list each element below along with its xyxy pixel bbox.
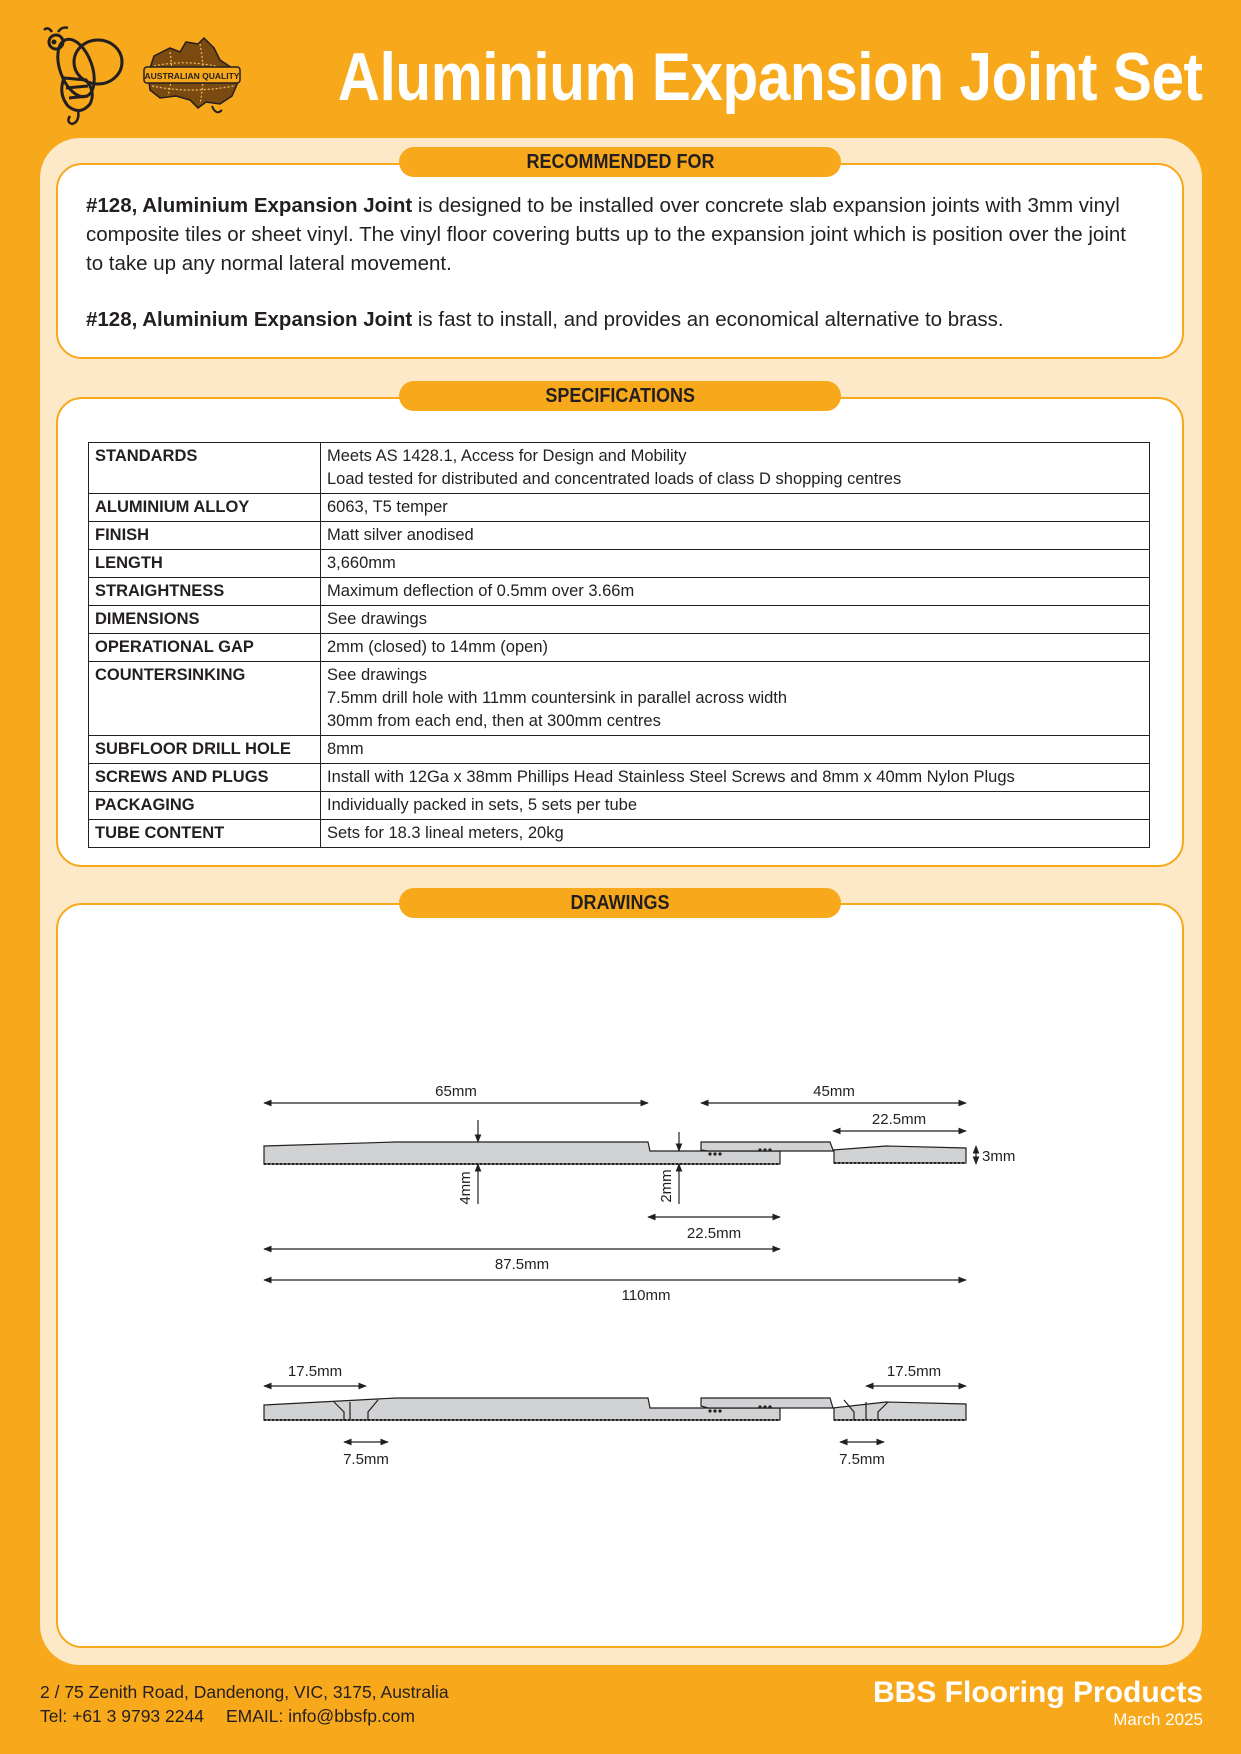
spec-value-line: Meets AS 1428.1, Access for Design and Mobility (327, 447, 687, 465)
spec-value (321, 550, 1150, 578)
spec-row (89, 578, 1150, 606)
spec-key: LENGTH (89, 550, 321, 578)
specifications-heading: SPECIFICATIONS (399, 381, 841, 411)
dim-22-5mm-bottom: 22.5mm (686, 1225, 742, 1242)
spec-value (321, 736, 1150, 764)
spec-key: ALUMINIUM ALLOY (89, 494, 321, 522)
footer-brand (873, 1676, 1203, 1730)
spec-key: PACKAGING (89, 792, 321, 820)
spec-value (321, 662, 1150, 736)
drawings-heading: DRAWINGS (399, 888, 841, 918)
spec-value-line: See drawings (327, 610, 427, 628)
dim-17-5mm-right: 17.5mm (886, 1363, 942, 1380)
australian-quality-text: AUSTRALIAN QUALITY (144, 71, 240, 81)
spec-key: STRAIGHTNESS (89, 578, 321, 606)
bee-logo (36, 26, 126, 130)
footer-address: 2 / 75 Zenith Road, Dandenong, VIC, 3175, Australia (40, 1682, 449, 1702)
dim-87-5mm: 87.5mm (494, 1256, 550, 1273)
spec-row (89, 662, 1150, 736)
spec-key: COUNTERSINKING (89, 662, 321, 736)
footer-contact (40, 1680, 449, 1728)
dim-4mm: 4mm (457, 1171, 474, 1205)
spec-value-line: 30mm from each end, then at 300mm centres (327, 712, 661, 730)
footer-date: March 2025 (1113, 1710, 1203, 1729)
spec-value (321, 634, 1150, 662)
spec-value (321, 764, 1150, 792)
spec-value-line: Maximum deflection of 0.5mm over 3.66m (327, 582, 635, 600)
spec-row (89, 792, 1150, 820)
spec-key: DIMENSIONS (89, 606, 321, 634)
dim-17-5mm-left: 17.5mm (287, 1363, 343, 1380)
spec-value-line: Individually packed in sets, 5 sets per tube (327, 796, 638, 814)
footer-email[interactable]: EMAIL: info@bbsfp.com (225, 1706, 415, 1726)
spec-value-line: 7.5mm drill hole with 11mm countersink in parallel across width (327, 689, 788, 707)
spec-key: OPERATIONAL GAP (89, 634, 321, 662)
spec-value-line: Load tested for distributed and concentrated loads of class D shopping centres (327, 470, 902, 488)
brand-name: BBS Flooring Products (873, 1676, 1203, 1709)
spec-value-line: 8mm (327, 740, 364, 758)
spec-row (89, 443, 1150, 494)
spec-value-line: Matt silver anodised (327, 526, 474, 544)
page-title: Aluminium Expansion Joint Set (338, 39, 1203, 115)
spec-value (321, 578, 1150, 606)
spec-value-line: See drawings (327, 666, 427, 684)
australian-quality-logo (140, 34, 244, 118)
spec-value-line: 2mm (closed) to 14mm (open) (327, 638, 548, 656)
dim-7-5mm-left: 7.5mm (343, 1451, 389, 1468)
spec-row (89, 820, 1150, 848)
recommended-paragraph-2: #128, Aluminium Expansion Joint is fast to install, and provides an economical alternative to brass. (86, 308, 1004, 331)
spec-value (321, 443, 1150, 494)
recommended-paragraph-1: #128, Aluminium Expansion Joint is designed to be installed over concrete slab expansion joints with 3mm vinyl composite tiles or sheet vinyl. The vinyl floor covering butts up to the expansion joint which is position over the joint to take up any normal lateral movement. (86, 194, 1126, 275)
spec-key: STANDARDS (89, 443, 321, 494)
dim-45mm: 45mm (813, 1083, 855, 1100)
dim-65mm: 65mm (435, 1083, 477, 1100)
technical-drawing (56, 1040, 1184, 1480)
spec-value (321, 522, 1150, 550)
spec-row (89, 736, 1150, 764)
dim-2mm: 2mm (658, 1169, 675, 1203)
spec-value (321, 494, 1150, 522)
spec-row (89, 606, 1150, 634)
spec-value (321, 606, 1150, 634)
footer-phone-email (40, 1704, 449, 1728)
specifications-table (88, 442, 1150, 848)
spec-value-line: 6063, T5 temper (327, 498, 448, 516)
spec-row (89, 522, 1150, 550)
footer-phone: Tel: +61 3 9793 2244 (40, 1706, 204, 1726)
spec-key: SUBFLOOR DRILL HOLE (89, 736, 321, 764)
spec-value (321, 820, 1150, 848)
dim-110mm: 110mm (621, 1287, 671, 1304)
spec-value-line: Sets for 18.3 lineal meters, 20kg (327, 824, 564, 842)
spec-row (89, 634, 1150, 662)
spec-row (89, 494, 1150, 522)
dim-3mm: 3mm (982, 1148, 1016, 1165)
spec-key: TUBE CONTENT (89, 820, 321, 848)
dim-22-5mm-top: 22.5mm (871, 1111, 927, 1128)
spec-value-line: 3,660mm (327, 554, 396, 572)
spec-value-line: Install with 12Ga x 38mm Phillips Head Stainless Steel Screws and 8mm x 40mm Nylon Plugs (327, 768, 1015, 786)
spec-key: FINISH (89, 522, 321, 550)
spec-row (89, 550, 1150, 578)
recommended-heading: RECOMMENDED FOR (399, 147, 841, 177)
spec-value (321, 792, 1150, 820)
dim-7-5mm-right: 7.5mm (839, 1451, 885, 1468)
spec-key: SCREWS AND PLUGS (89, 764, 321, 792)
spec-row (89, 764, 1150, 792)
